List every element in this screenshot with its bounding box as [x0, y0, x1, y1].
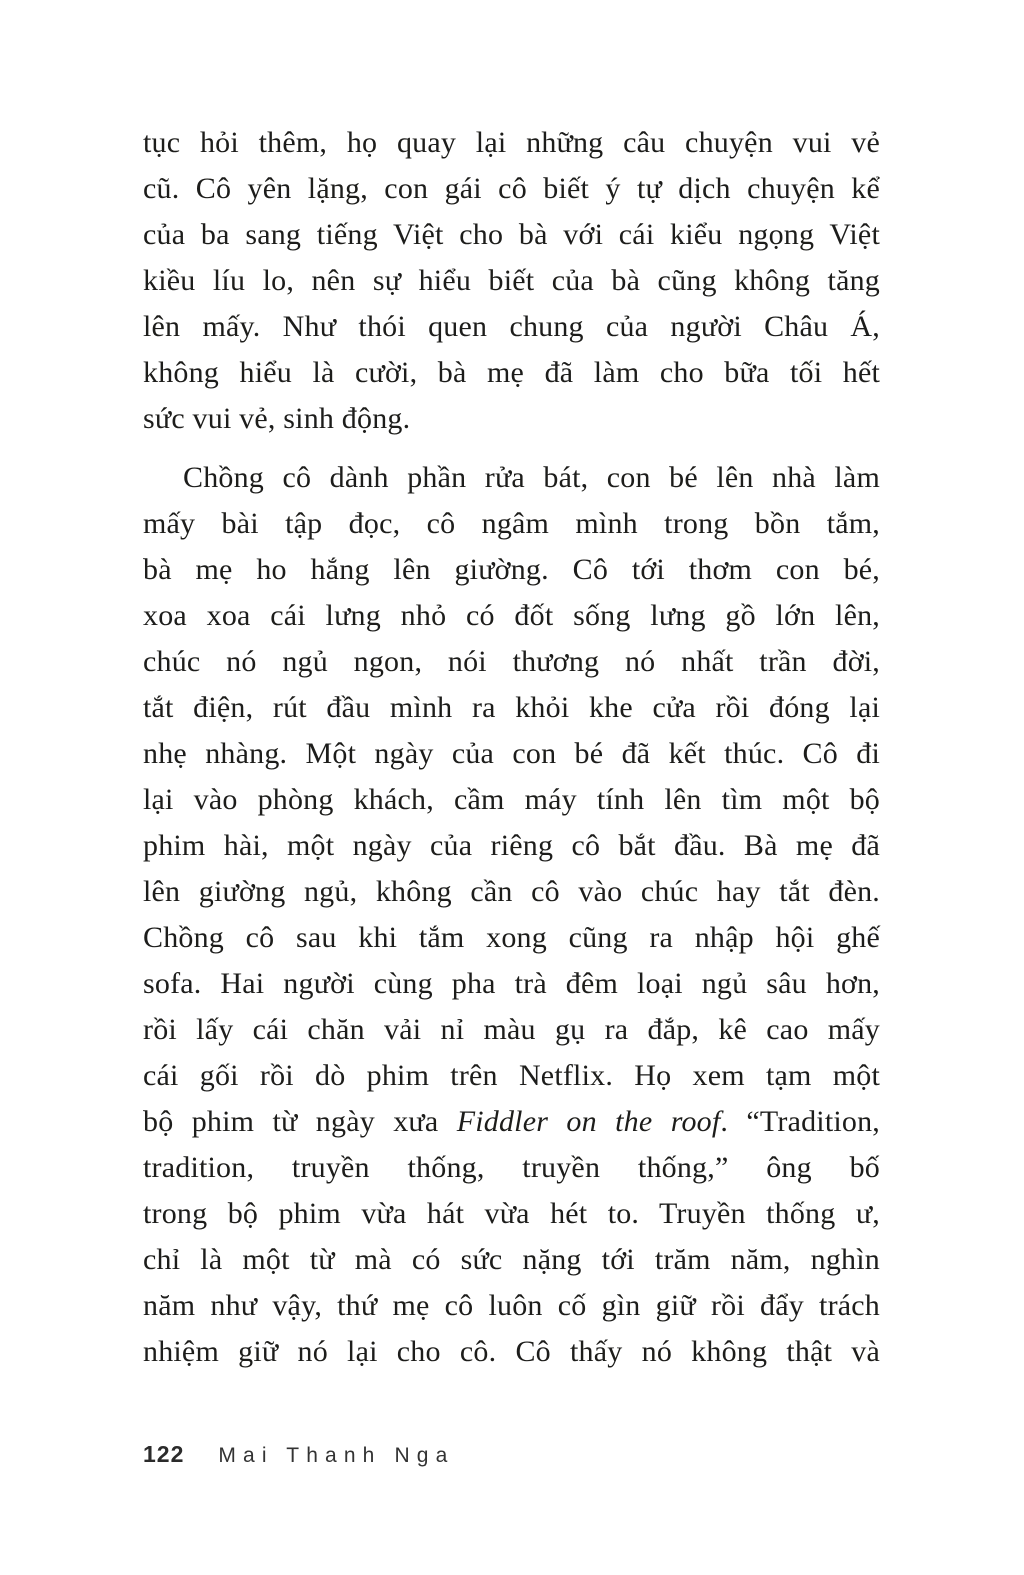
text-line: Chồng cô dành phần rửa bát, con bé lên nhà làm: [183, 461, 880, 494]
page-number: 122: [143, 1441, 185, 1467]
text-segment: bộ phim từ ngày xưa: [143, 1105, 457, 1138]
text-line: phim hài, một ngày của riêng cô bắt đầu. Bà mẹ đã: [143, 829, 880, 862]
text-line: cái gối rồi dò phim trên Netflix. Họ xem tạm một: [143, 1059, 880, 1092]
text-line: lại vào phòng khách, cầm máy tính lên tìm một bộ: [143, 783, 880, 816]
text-line: bà mẹ ho hắng lên giường. Cô tới thơm con bé,: [143, 553, 880, 586]
text-line: trong bộ phim vừa hát vừa hét to. Truyền thống ư,: [143, 1197, 880, 1230]
body-text: [143, 120, 880, 1375]
text-line: nhẹ nhàng. Một ngày của con bé đã kết thúc. Cô đi: [143, 737, 880, 770]
text-line: tục hỏi thêm, họ quay lại những câu chuyện vui vẻ: [143, 126, 880, 159]
running-footer-author: Mai Thanh Nga: [218, 1444, 455, 1467]
text-line: sofa. Hai người cùng pha trà đêm loại ngủ sâu hơn,: [143, 967, 880, 1000]
text-line: của ba sang tiếng Việt cho bà với cái kiểu ngọng Việt: [143, 218, 880, 251]
text-line: lên giường ngủ, không cần cô vào chúc hay tắt đèn.: [143, 875, 880, 908]
text-line: [143, 1099, 880, 1145]
text-line: lên mấy. Như thói quen chung của người Châu Á,: [143, 310, 880, 343]
text-line: nhiệm giữ nó lại cho cô. Cô thấy nó không thật và: [143, 1335, 880, 1368]
paragraph: [143, 455, 880, 1375]
text-line: sức vui vẻ, sinh động.: [143, 402, 411, 435]
text-line: cũ. Cô yên lặng, con gái cô biết ý tự dịch chuyện kể: [143, 172, 880, 205]
italic-title-segment: Fiddler on the roof: [456, 1105, 721, 1138]
text-line: mấy bài tập đọc, cô ngâm mình trong bồn tắm,: [143, 507, 880, 540]
paragraph: [143, 120, 880, 442]
text-line: tradition, truyền thống, truyền thống,” ông bố: [143, 1151, 880, 1184]
text-line: chỉ là một từ mà có sức nặng tới trăm năm, nghìn: [143, 1243, 880, 1276]
text-line: tắt điện, rút đầu mình ra khỏi khe cửa rồi đóng lại: [143, 691, 880, 724]
text-segment: . “Tradition,: [720, 1105, 880, 1138]
page-footer: [143, 1441, 454, 1468]
text-line: rồi lấy cái chăn vải nỉ màu gụ ra đắp, kê cao mấy: [143, 1013, 880, 1046]
text-line: năm như vậy, thứ mẹ cô luôn cố gìn giữ rồi đẩy trách: [143, 1289, 880, 1322]
text-line: xoa xoa cái lưng nhỏ có đốt sống lưng gồ lớn lên,: [143, 599, 880, 632]
text-line: kiều líu lo, nên sự hiểu biết của bà cũng không tăng: [143, 264, 880, 297]
text-line: Chồng cô sau khi tắm xong cũng ra nhập hội ghế: [143, 921, 880, 954]
text-line: không hiểu là cười, bà mẹ đã làm cho bữa tối hết: [143, 356, 880, 389]
text-line: chúc nó ngủ ngon, nói thương nó nhất trần đời,: [143, 645, 880, 678]
